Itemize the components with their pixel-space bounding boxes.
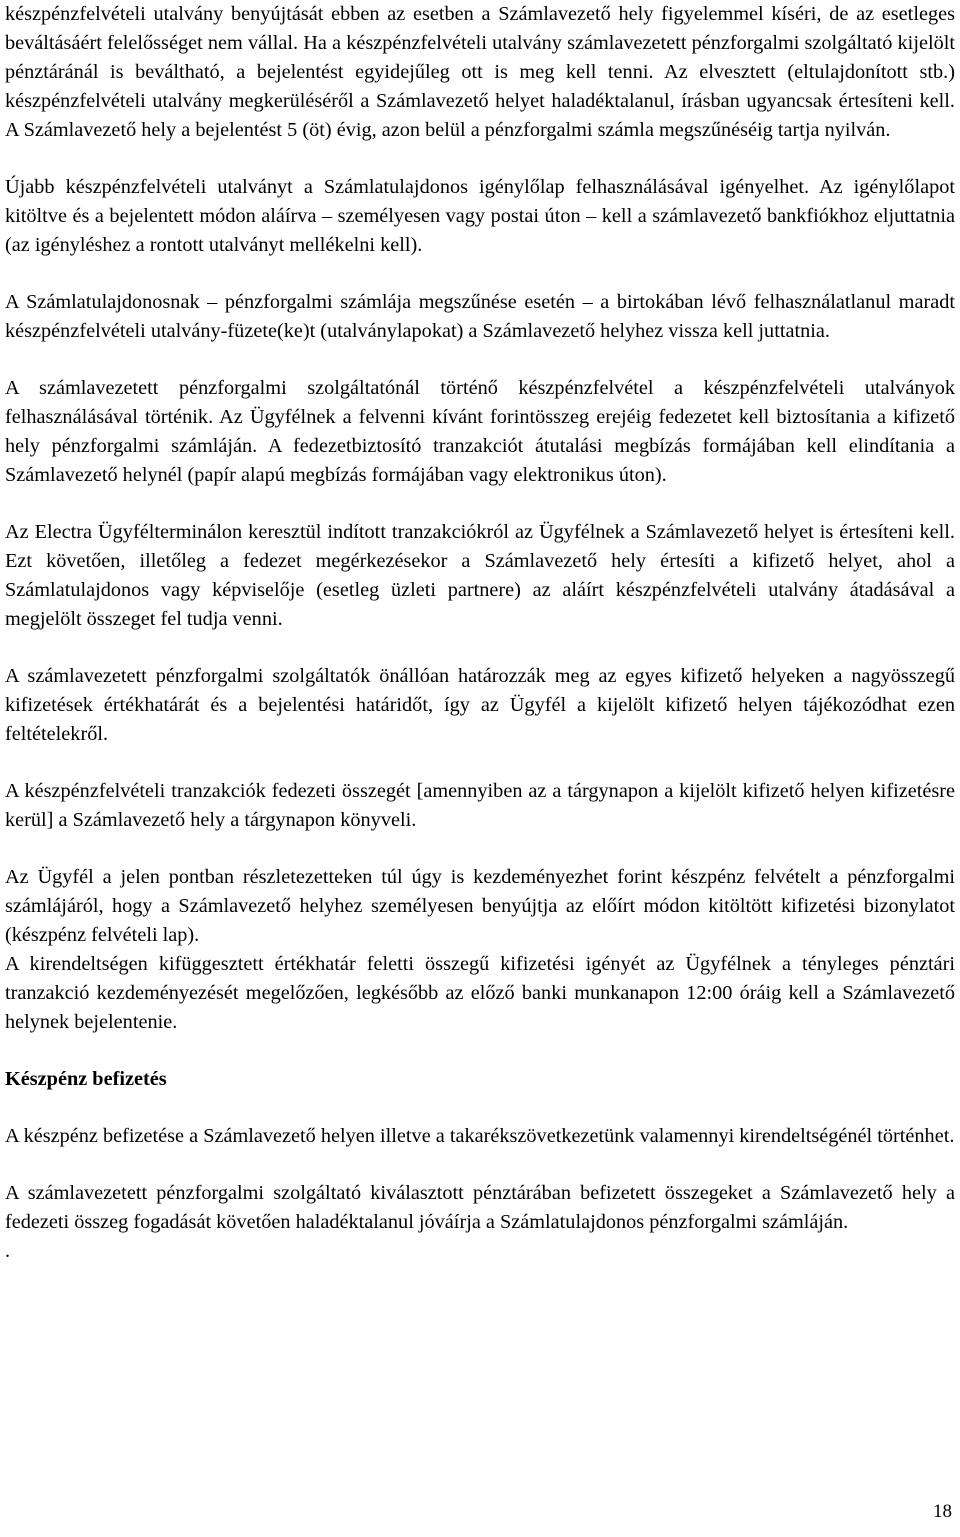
paragraph-deposit-crediting: A számlavezetett pénzforgalmi szolgáltató kiválasztott pénztárában befizetett összegeket a Számlavezető hely a fedezeti összeg fogadását követően haladéktalanul jóváírja a Számlatulajdonos pénzforgalmi számláján.: [5, 1182, 955, 1233]
paragraph-branch-threshold: A kirendeltségen kifüggesztett értékhatár feletti összegű kifizetési igényét az Ügyfélnek a tényleges pénztári tranzakció kezdeményezését megelőzően, legkésőbb az előző banki munkanapon 12:00 óráig kell a Számlavezető helynek bejelentenie.: [5, 953, 955, 1033]
paragraph-spacer: [5, 490, 955, 518]
paragraph-cash-withdrawal-coverage: A számlavezetett pénzforgalmi szolgáltatónál történő készpénzfelvétel a készpénzfelvételi utalványok felhasználásával történik. Az Ügyfélnek a felvenni kívánt forintösszeg erejéig fedezetet kell biztosítania a kifizető hely pénzforgalmi számláján. A fedezetbiztosító tranzakciót átutalási megbízás formájában kell elindítania a Számlavezető helynél (papír alapú megbízás formájában vagy elektronikus úton).: [5, 377, 955, 486]
paragraph-new-voucher-request: Újabb készpénzfelvételi utalványt a Számlatulajdonos igénylőlap felhasználásával igényelhet. Az igénylőlapot kitöltve és a bejelentett módon aláírva – személyesen vagy postai úton – kell a számlavezető bankfiókhoz eljuttatnia (az igényléshez a rontott utalványt mellékelni kell).: [5, 176, 955, 256]
paragraph-spacer: [5, 346, 955, 374]
paragraph-spacer: [5, 260, 955, 288]
paragraph-deposit-locations: A készpénz befizetése a Számlavezető helyen illetve a takarékszövetkezetünk valamennyi kirendeltségénél történhet.: [5, 1125, 955, 1147]
paragraph-voucher-loss: készpénzfelvételi utalvány benyújtását ebben az esetben a Számlavezető hely figyelemmel kíséri, de az esetleges beváltásáért felelősséget nem vállal. Ha a készpénzfelvételi utalvány számlavezetett pénzforgalmi szolgáltató kijelölt pénztáránál is beváltható, a bejelentést egyidejűleg ott is meg kell tenni. Az elvesztett (eltulajdonított stb.) készpénzfelvételi utalvány megkerüléséről a Számlavezető helyet haladéktalanul, írásban ugyancsak értesíteni kell. A Számlavezető hely a bejelentést 5 (öt) évig, azon belül a pénzforgalmi számla megszűnéséig tartja nyilván.: [5, 3, 955, 141]
paragraph-spacer: [5, 749, 955, 777]
trailing-period: .: [5, 1240, 11, 1262]
paragraph-spacer: [5, 1151, 955, 1179]
paragraph-spacer: [5, 634, 955, 662]
page-number: 18: [933, 1501, 952, 1522]
paragraph-spacer: [5, 145, 955, 173]
paragraph-spacer: [5, 835, 955, 863]
paragraph-electra-terminal: Az Electra Ügyfélterminálon keresztül indított tranzakciókról az Ügyfélnek a Számlavezető helyet is értesíteni kell. Ezt követően, illetőleg a fedezet megérkezésekor a Számlavezető hely értesíti a kifizető helyet, ahol a Számlatulajdonos vagy képviselője (esetleg üzleti partnere) az aláírt készpénzfelvételi utalvány átadásával a megjelölt összeget fel tudja venni.: [5, 521, 955, 630]
section-heading-cash-deposit: Készpénz befizetés: [5, 1068, 167, 1090]
document-page: [5, 0, 955, 1266]
paragraph-coverage-booking: A készpénzfelvételi tranzakciók fedezeti összegét [amennyiben az a tárgynapon a kijelölt kifizető helyen kifizetésre kerül] a Számlavezető hely a tárgynapon könyveli.: [5, 780, 955, 831]
paragraph-spacer: [5, 1037, 955, 1065]
paragraph-account-closure-return: A Számlatulajdonosnak – pénzforgalmi számlája megszűnése esetén – a birtokában lévő felhasználatlanul maradt készpénzfelvételi utalvány-füzete(ke)t (utalványlapokat) a Számlavezető helyhez vissza kell juttatnia.: [5, 291, 955, 342]
paragraph-large-payout-limits: A számlavezetett pénzforgalmi szolgáltatók önállóan határozzák meg az egyes kifizető helyeken a nagyösszegű kifizetések értékhatárát és a bejelentési határidőt, így az Ügyfél a kijelölt kifizető helyen tájékozódhat ezen feltételekről.: [5, 665, 955, 745]
paragraph-payout-slip: Az Ügyfél a jelen pontban részletezetteken túl úgy is kezdeményezhet forint készpénz felvételt a pénzforgalmi számlájáról, hogy a Számlavezető helyhez személyesen benyújtja az előírt módon kitöltött kifizetési bizonylatot (készpénz felvételi lap).: [5, 866, 955, 946]
paragraph-spacer: [5, 1094, 955, 1122]
